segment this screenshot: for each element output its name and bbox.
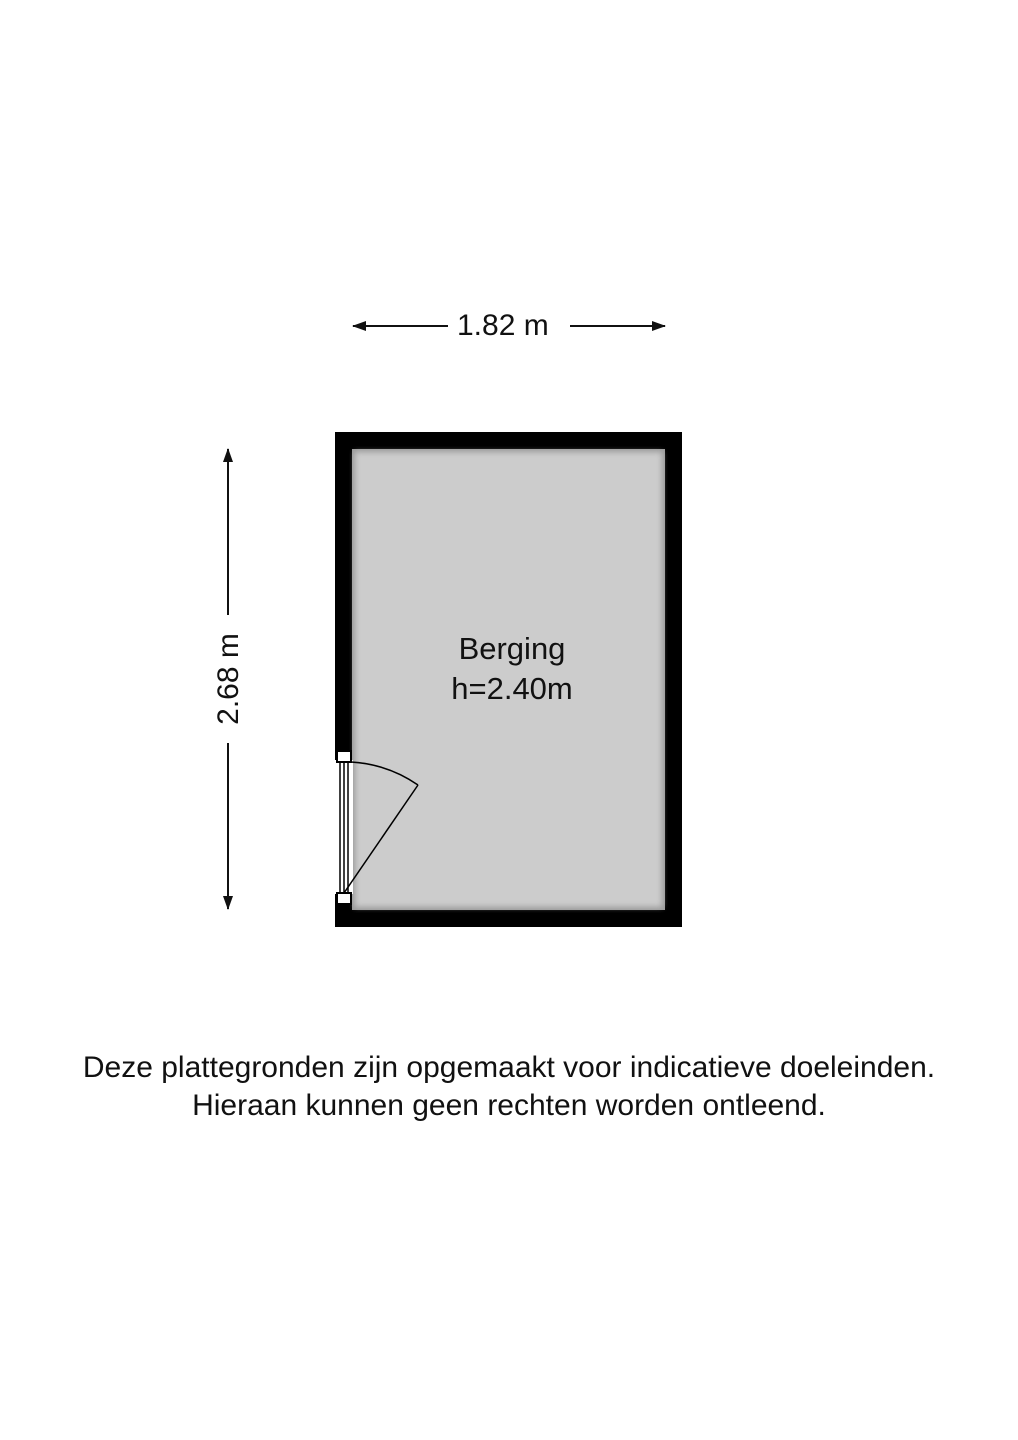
height-dimension-label: 2.68 m — [212, 627, 246, 731]
door-frame-top — [337, 751, 351, 762]
room-ceiling-height-label: h=2.40m — [451, 671, 573, 706]
disclaimer-line-2: Hieraan kunnen geen rechten worden ontleend. — [192, 1089, 826, 1122]
width-dimension-label: 1.82 m — [451, 309, 555, 343]
door-frame-bottom — [337, 893, 351, 904]
room-name-label: Berging — [458, 631, 566, 666]
disclaimer-line-1: Deze plattegronden zijn opgemaakt voor indicatieve doeleinden. — [82, 1051, 936, 1084]
